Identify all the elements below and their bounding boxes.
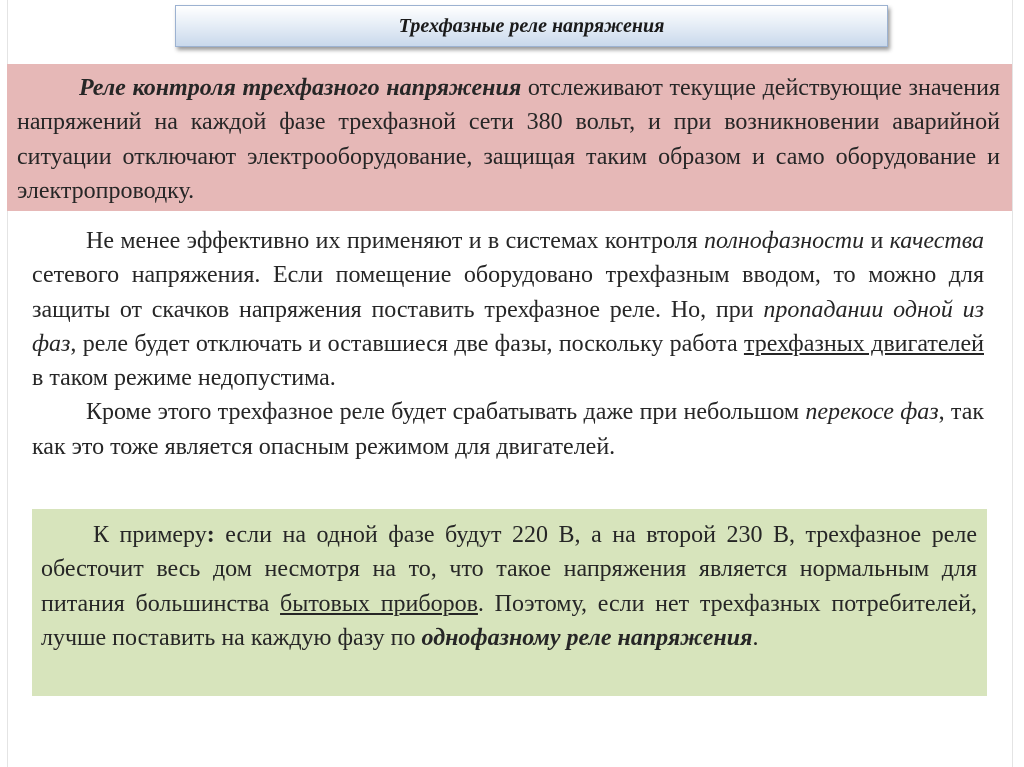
- skew-text-1: Кроме этого трехфазное реле будет срабатывать даже при небольшом: [86, 399, 806, 426]
- example-text-1: К примеру: [93, 522, 207, 548]
- usage-text-5: в таком режиме недопустима.: [32, 365, 336, 392]
- body-text: [32, 224, 984, 464]
- usage-italic-1: полнофазности: [704, 228, 865, 254]
- example-colon: :: [206, 522, 215, 548]
- skew-italic: перекосе фаз: [805, 399, 939, 426]
- usage-text-4: , реле будет отключать и оставшиеся две фазы, поскольку работа: [70, 330, 744, 357]
- definition-paragraph: [17, 71, 1000, 208]
- three-phase-motors-link[interactable]: трехфазных двигателей: [743, 330, 984, 357]
- usage-italic-2: качества: [889, 228, 985, 254]
- example-box: [32, 509, 987, 696]
- usage-italic-3: пропадании одной из фаз: [32, 296, 985, 357]
- slide-title: Трехфазные реле напряжения: [398, 14, 665, 37]
- frame-line-right: [1012, 0, 1013, 767]
- skew-text-2: , так как это тоже является опасным режимом для двигателей.: [32, 399, 985, 460]
- example-text-3: . Поэтому, если нет трехфазных потребителей, лучше поставить на каждую фазу по: [41, 590, 977, 651]
- definition-term: Реле контроля трехфазного напряжения: [79, 75, 522, 101]
- household-appliances-link[interactable]: бытовых приборов: [280, 590, 478, 617]
- usage-text-2: и: [864, 228, 890, 254]
- usage-text-1: Не менее эффективно их применяют и в системах контроля: [86, 228, 705, 254]
- single-phase-relay-term: однофазному реле напряжения: [421, 624, 753, 651]
- example-text-2: если на одной фазе будут 220 В, а на второй 230 В, трехфазное реле обесточит весь дом несмотря на то, что такое напряжения является нормальным для питания большинства: [41, 522, 977, 617]
- example-paragraph: [41, 518, 977, 655]
- example-text-4: .: [752, 624, 759, 651]
- definition-text: отслеживают текущие действующие значения напряжений на каждой фазе трехфазной сети 380 вольт, и при возникновении аварийной ситуации отключают электрооборудование, защищая таким образом и само оборудование и электропроводку.: [17, 75, 1000, 204]
- skew-paragraph: [32, 395, 984, 464]
- title-box: [175, 5, 888, 47]
- usage-text-3: сетевого напряжения. Если помещение оборудовано трехфазным вводом, то можно для защиты от скачков напряжения поставить трехфазное реле. Но, при: [32, 262, 984, 323]
- definition-box: [7, 64, 1012, 211]
- usage-paragraph: [32, 224, 984, 395]
